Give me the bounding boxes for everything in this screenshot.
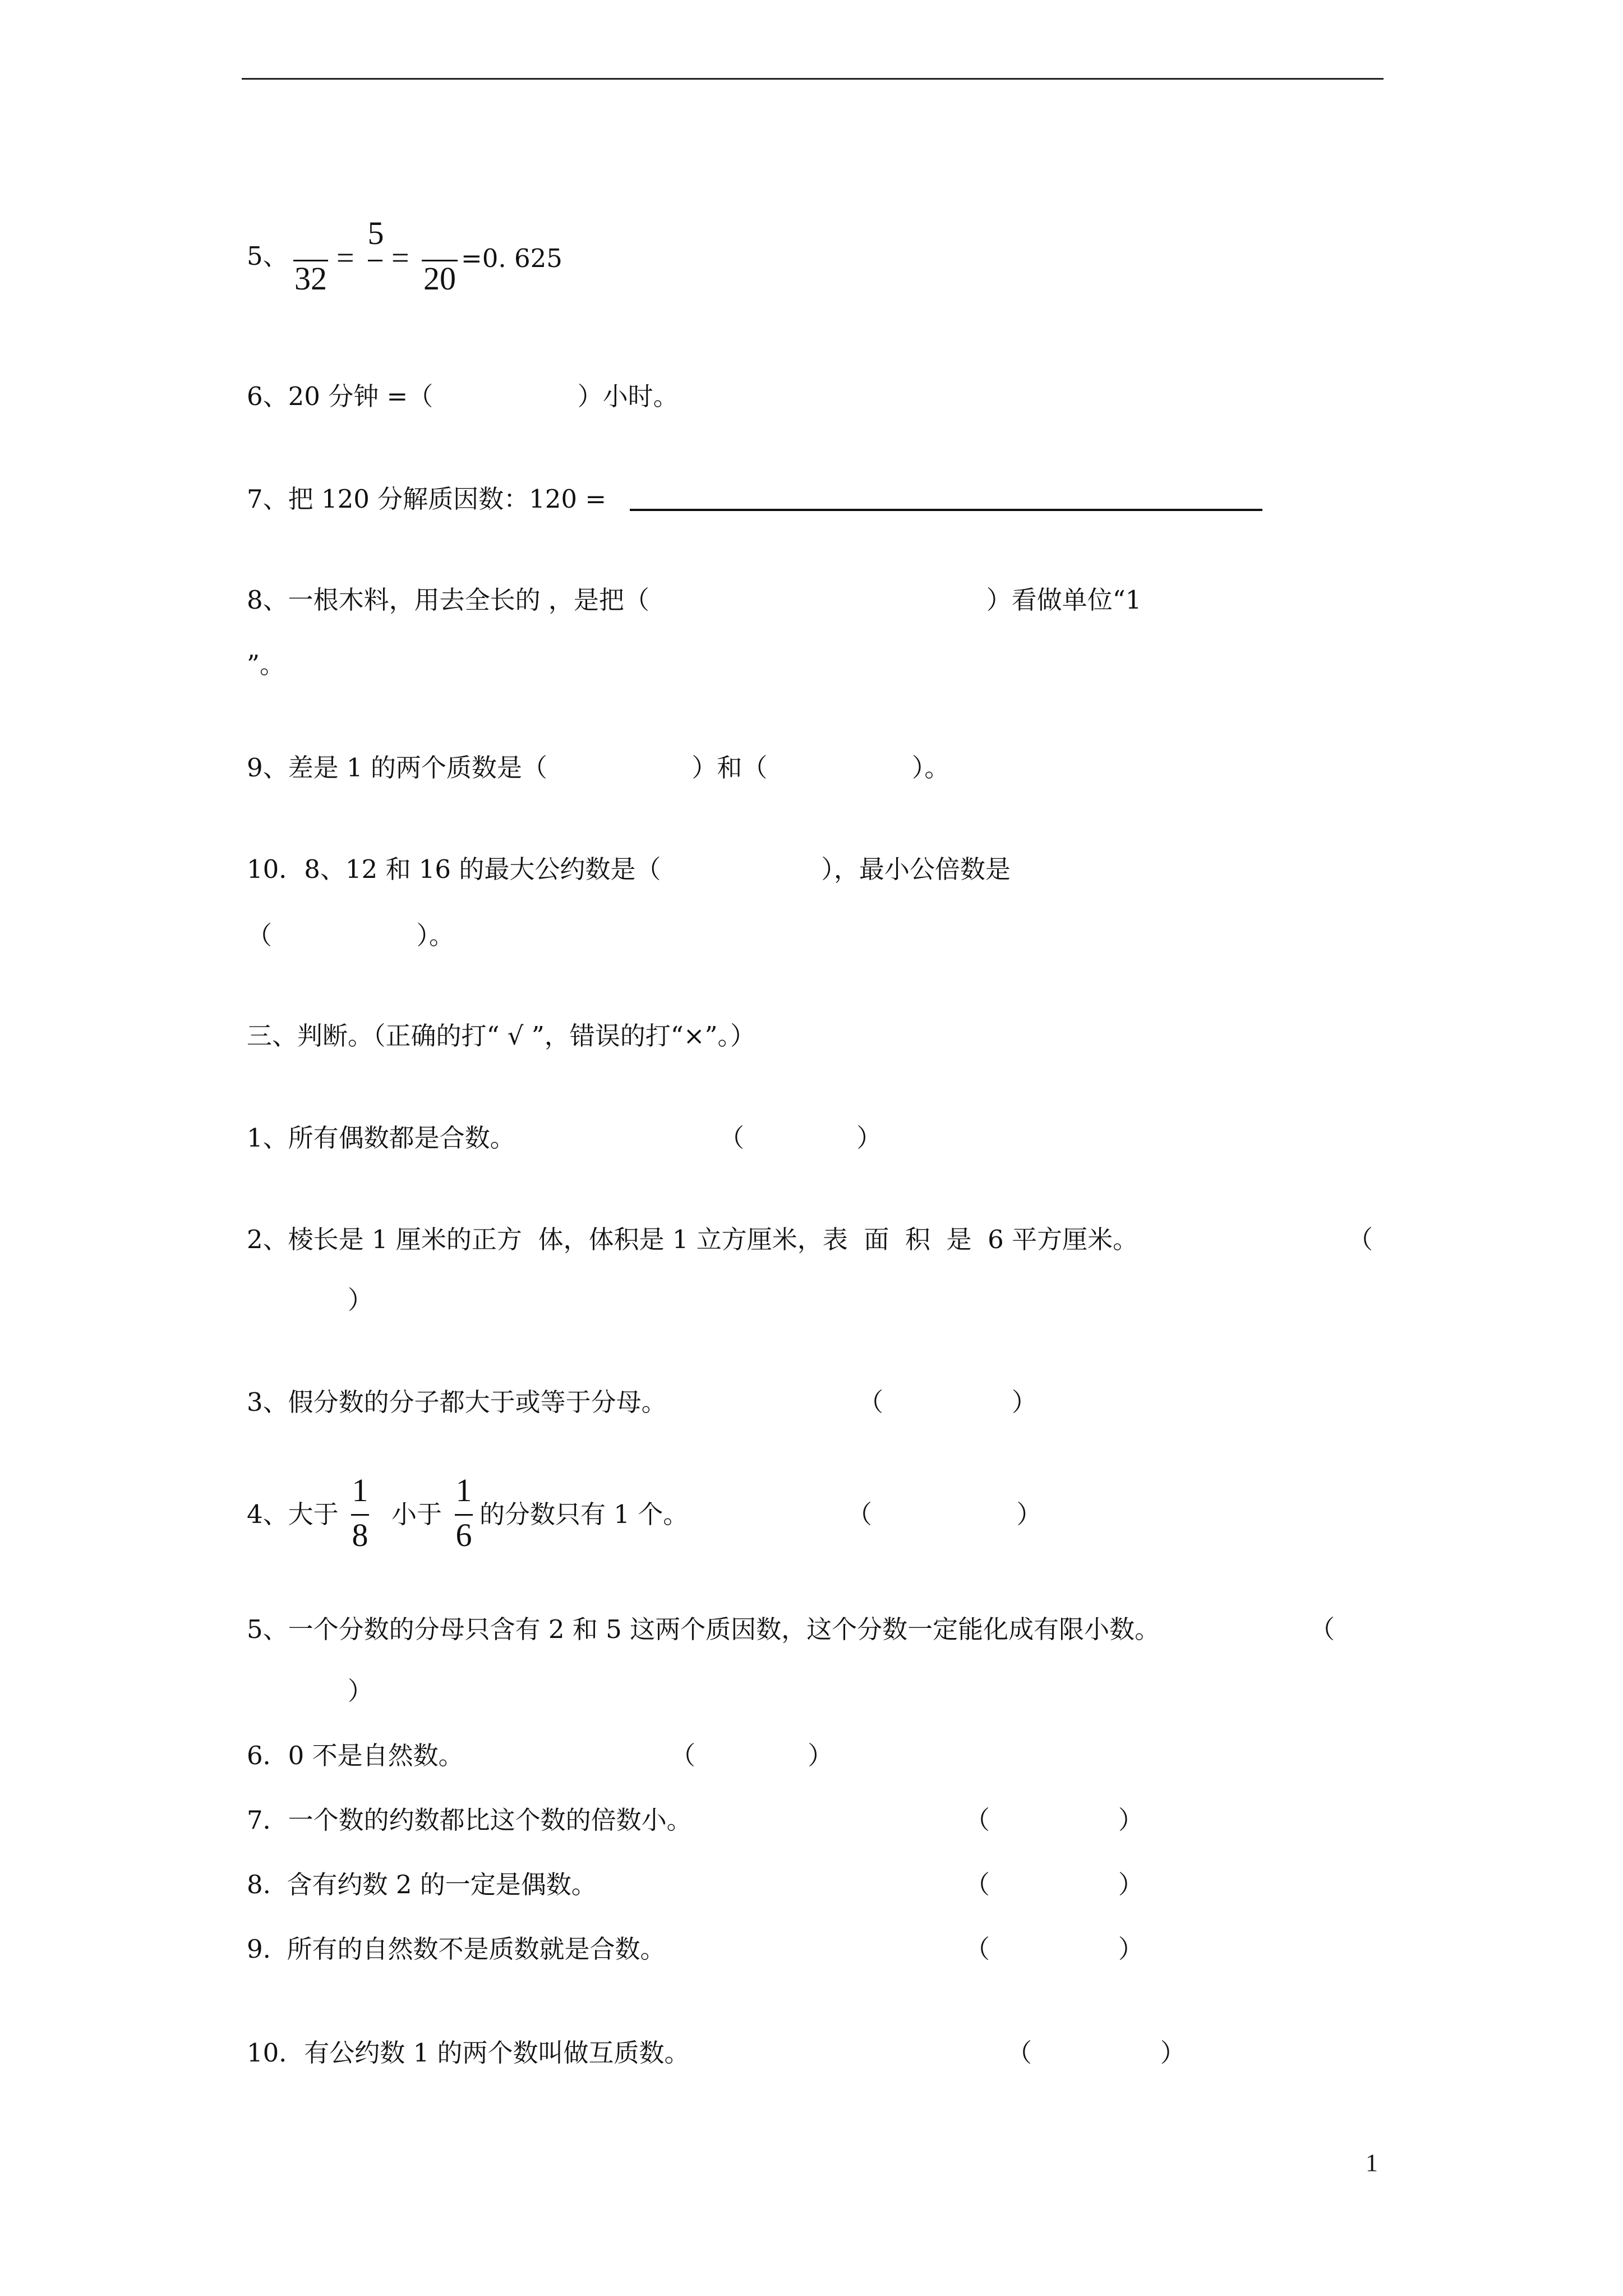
judge-item-5-answer-open: （	[1310, 1614, 1335, 1644]
question-6: 6、20 分钟 =（ ）小时。	[247, 381, 679, 411]
equals-sign-1: =	[336, 241, 354, 275]
question-10-line-1: 10．8、12 和 16 的最大公约数是（ ），最小公倍数是	[247, 854, 1011, 884]
fraction-1-denominator: 32	[294, 260, 327, 297]
fraction-one-eighth-numerator: 1	[352, 1472, 368, 1508]
judge-item-1-answer: （ ）	[719, 1123, 882, 1153]
judge-item-8-answer: （ ）	[965, 1870, 1144, 1899]
judge-item-2-answer-close: ）	[348, 1285, 374, 1315]
equals-sign-2: =	[391, 241, 409, 275]
fraction-one-sixth-bar	[455, 1514, 473, 1516]
judge-item-10-answer: （ ）	[1007, 2038, 1186, 2068]
judge-item-4-suffix: 的分数只有 1 个。	[479, 1499, 689, 1529]
judge-item-9-answer: （ ）	[965, 1934, 1144, 1964]
judge-item-7-answer: （ ）	[965, 1805, 1144, 1835]
question-8-line-2: ”。	[247, 650, 285, 679]
judge-item-2-text: 2、棱长是 1 厘米的正方 体，体积是 1 立方厘米，表 面 积 是 6 平方厘米。	[247, 1225, 1138, 1254]
question-5-result: =0. 625	[461, 243, 562, 273]
judge-item-9-text: 9. 所有的自然数不是质数就是合数。	[247, 1934, 666, 1964]
header-rule	[242, 78, 1384, 80]
page-number: 1	[1366, 2149, 1378, 2177]
judge-item-2-answer-open: （	[1348, 1225, 1373, 1254]
question-8-line-1: 8、一根木料，用去全长的 ，是把（ ）看做单位“1	[247, 585, 1142, 615]
fraction-2-numerator: 5	[367, 215, 384, 251]
judge-item-4-prefix: 4、大于	[247, 1499, 339, 1529]
judge-item-6-text: 6．0 不是自然数。	[247, 1741, 464, 1770]
judge-item-3-text: 3、假分数的分子都大于或等于分母。	[247, 1387, 667, 1417]
question-7: 7、把 120 分解质因数：120 =	[247, 484, 607, 514]
fraction-one-eighth-bar	[351, 1514, 369, 1516]
question-5-number: 5、	[247, 241, 288, 271]
judge-item-4-answer: （ ）	[847, 1499, 1042, 1529]
fraction-one-sixth-denominator: 6	[455, 1517, 472, 1553]
judge-item-10-text: 10．有公约数 1 的两个数叫做互质数。	[247, 2038, 690, 2068]
fraction-3-denominator: 20	[423, 260, 456, 297]
judge-item-5-text: 5、一个分数的分母只含有 2 和 5 这两个质因数，这个分数一定能化成有限小数。	[247, 1614, 1160, 1644]
judge-item-5-answer-close: ）	[348, 1676, 374, 1706]
question-10-line-2: （ ）。	[247, 921, 454, 950]
judge-item-1-text: 1、所有偶数都是合数。	[247, 1123, 515, 1153]
judge-item-7-text: 7．一个数的约数都比这个数的倍数小。	[247, 1805, 692, 1835]
judge-item-3-answer: （ ）	[858, 1387, 1037, 1417]
fraction-bar-2	[368, 260, 382, 261]
judge-item-4-middle: 小于	[391, 1499, 442, 1529]
fraction-one-eighth-denominator: 8	[352, 1517, 368, 1553]
answer-blank-line	[630, 509, 1262, 511]
fraction-one-sixth-numerator: 1	[455, 1472, 472, 1508]
judge-item-6-answer: （ ）	[670, 1741, 833, 1770]
judge-item-8-text: 8. 含有约数 2 的一定是偶数。	[247, 1870, 597, 1899]
question-9: 9、差是 1 的两个质数是（ ）和（ ）。	[247, 753, 950, 783]
section-heading: 三、判断。（正确的打“ √ ”，错误的打“×”。）	[247, 1021, 756, 1051]
